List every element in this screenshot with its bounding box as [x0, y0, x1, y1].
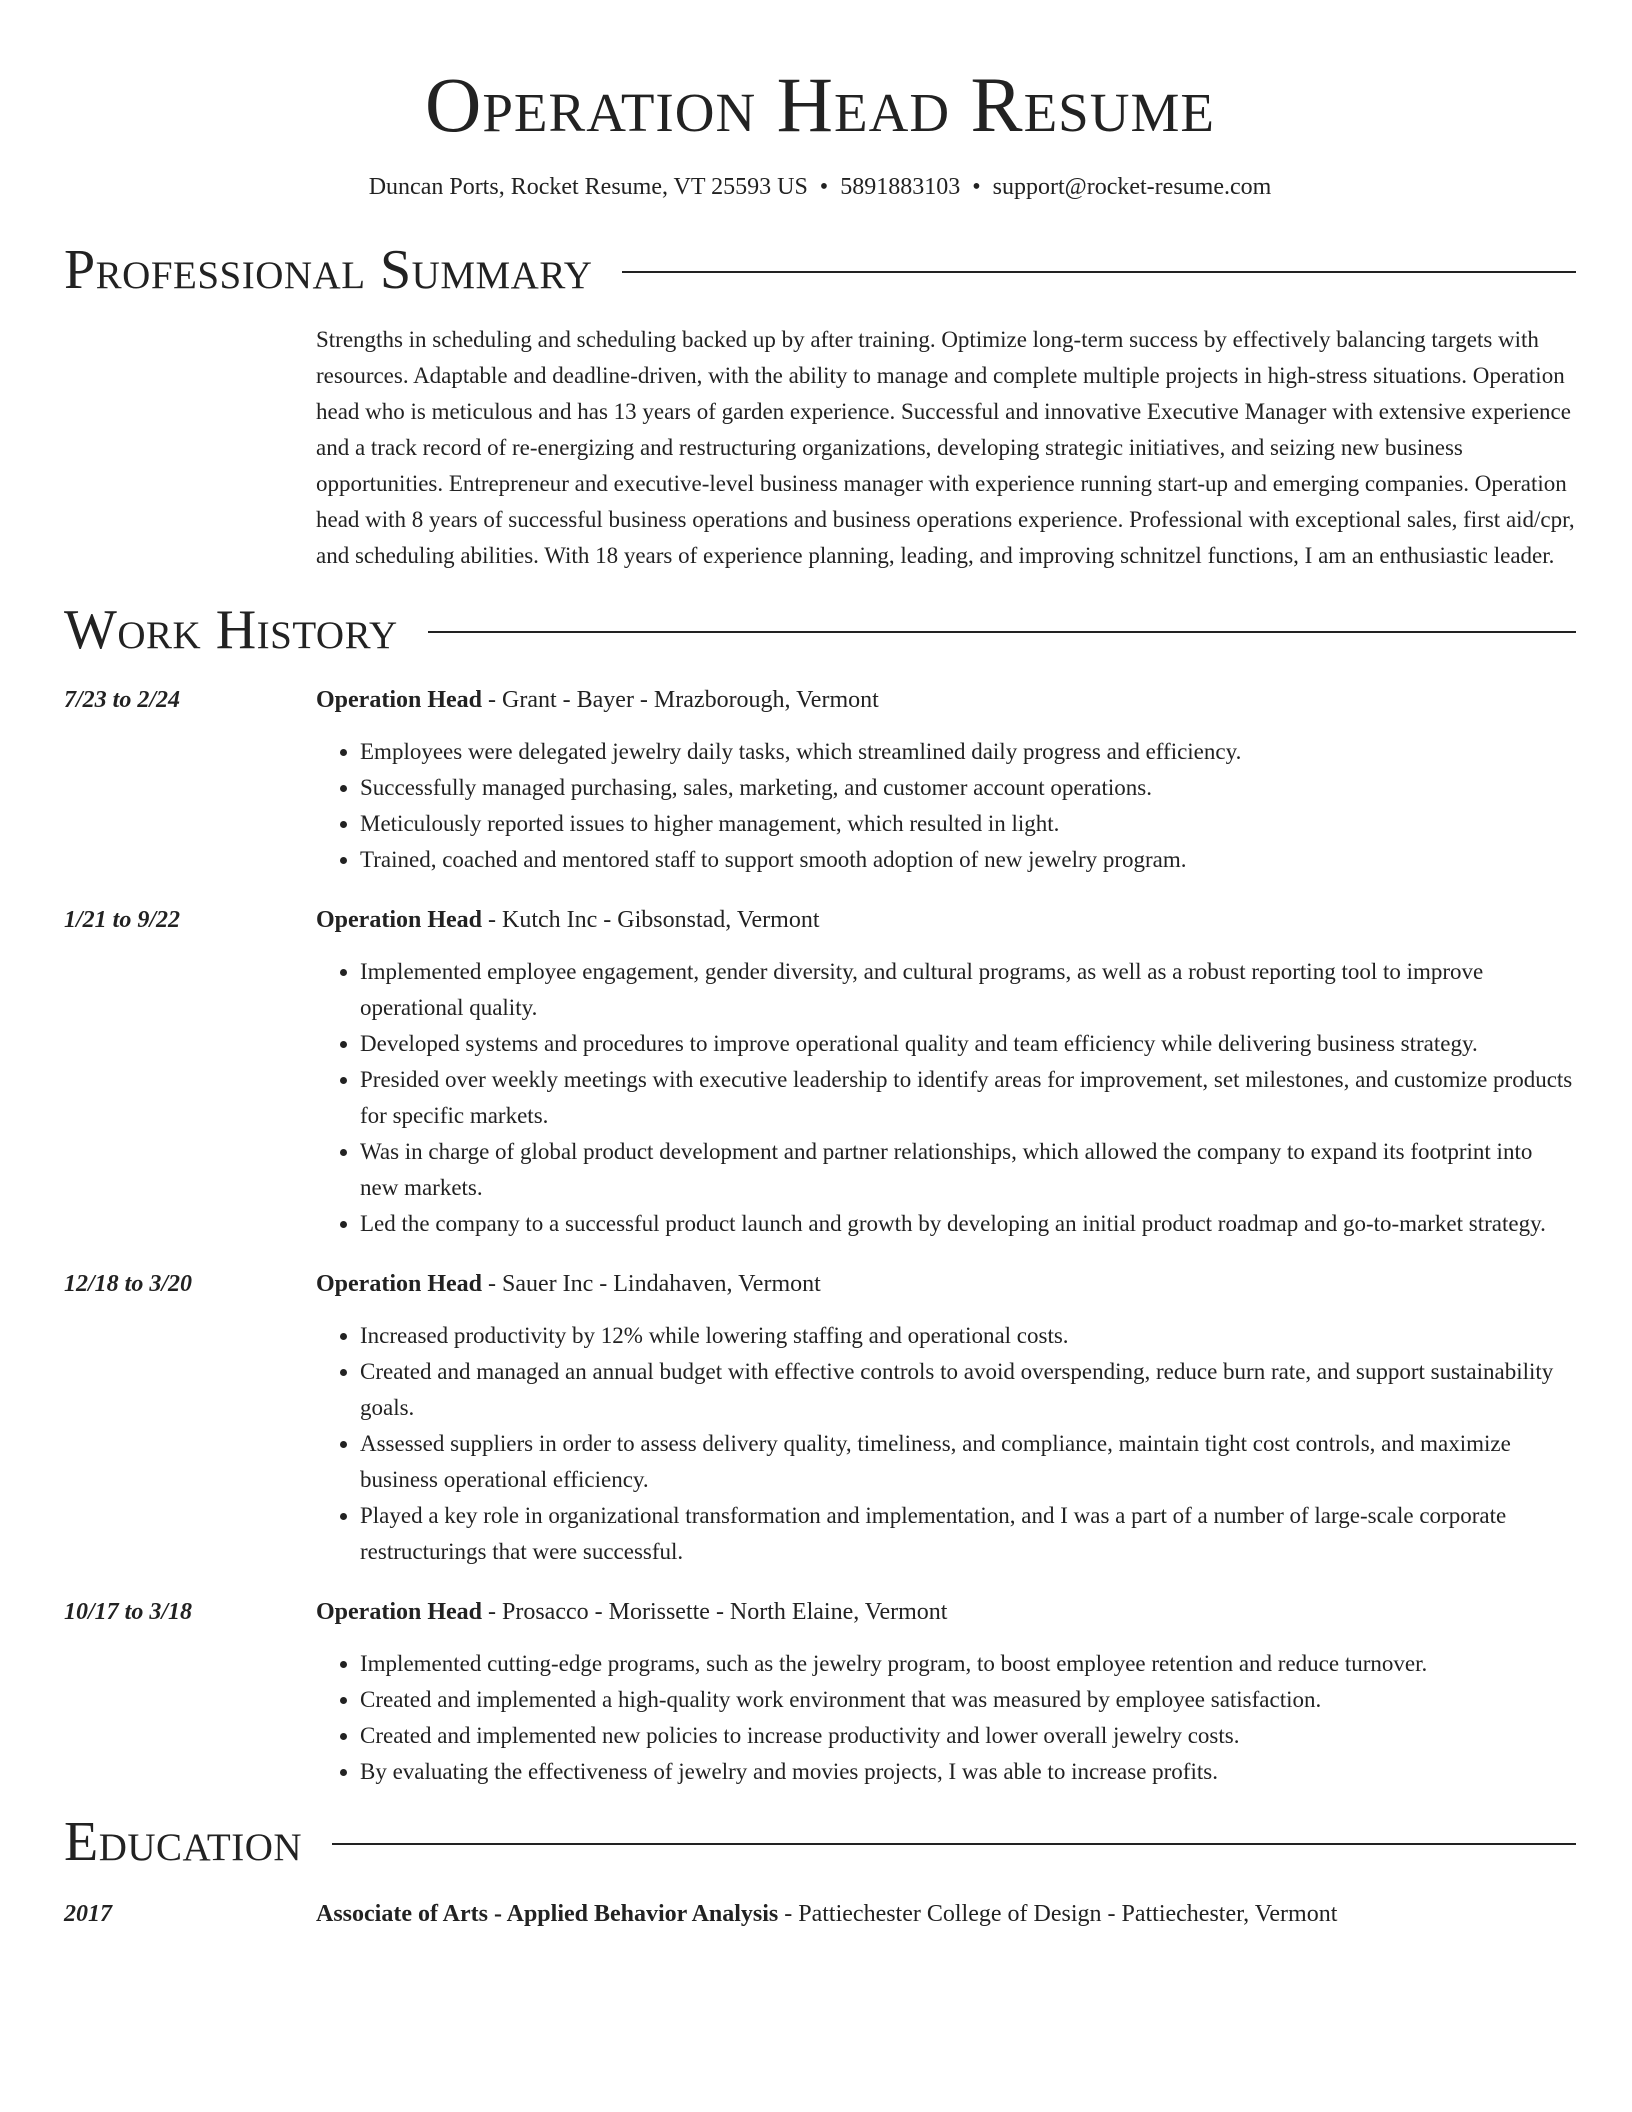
job-bullet: • Trained, coached and mentored staff to support smooth adoption of new jewelry program. [360, 842, 1576, 878]
job-bullet: • Successfully managed purchasing, sales, marketing, and customer account operations. [360, 770, 1576, 806]
job-details [316, 1594, 1576, 1790]
job-bullet: • Developed systems and procedures to improve operational quality and team efficiency while delivering business strategy. [360, 1026, 1576, 1062]
summary-heading: Professional Summary [64, 239, 593, 301]
job-bullets [316, 1646, 1576, 1790]
job-bullet: • Created and managed an annual budget with effective controls to avoid overspending, reduce burn rate, and support sustainability goals. [360, 1354, 1576, 1426]
contact-separator: • [819, 174, 829, 200]
education-degree: Associate of Arts - Applied Behavior Analysis [316, 1901, 779, 1927]
job-bullet: • Created and implemented new policies to increase productivity and lower overall jewelry costs. [360, 1718, 1576, 1754]
job-bullet: • Assessed suppliers in order to assess delivery quality, timeliness, and compliance, maintain tight cost controls, and maximize business operational efficiency. [360, 1426, 1576, 1498]
summary-text: Strengths in scheduling and scheduling backed up by after training. Optimize long-term success by effectively balancing targets with resources. Adaptable and deadline-driven, with the ability to manage and complete multiple projects in high-stress situations. Operation head who is meticulous and has 13 years of garden experience. Successful and innovative Executive Manager with extensive experience and a track record of re-energizing and restructuring organizations, developing strategic initiatives, and seizing new business opportunities. Entrepreneur and executive-level business manager with experience running start-up and emerging companies. Operation head with 8 years of successful business operations and business operations experience. Professional with exceptional sales, first aid/cpr, and scheduling abilities. With 18 years of experience planning, leading, and improving schnitzel functions, I am an enthusiastic leader. [316, 327, 1575, 568]
job-title: Operation Head [316, 687, 482, 713]
contact-phone: 5891883103 [840, 174, 961, 200]
job-dates: 10/17 to 3/18 [64, 1599, 193, 1625]
summary-section-header [64, 240, 1576, 300]
job-bullet: • Implemented employee engagement, gender diversity, and cultural programs, as well as a robust reporting tool to improve operational quality. [360, 954, 1576, 1026]
job-bullet: • Implemented cutting-edge programs, such as the jewelry program, to boost employee retention and reduce turnover. [360, 1646, 1576, 1682]
job-employer: - Kutch Inc - Gibsonstad, Vermont [482, 907, 820, 933]
job-bullet: • Presided over weekly meetings with executive leadership to identify areas for improvement, set milestones, and customize products for specific markets. [360, 1062, 1576, 1134]
job-title-line [316, 902, 1576, 938]
contact-line [64, 172, 1576, 202]
job-bullet: • Employees were delegated jewelry daily tasks, which streamlined daily progress and efficiency. [360, 734, 1576, 770]
job-employer: - Sauer Inc - Lindahaven, Vermont [482, 1271, 821, 1297]
job-entry [64, 1266, 1576, 1570]
job-title-line [316, 1266, 1576, 1302]
resume-title: Operation Head Resume [425, 61, 1215, 148]
work-section-header [64, 600, 1576, 660]
contact-email: support@rocket-resume.com [992, 174, 1272, 200]
job-bullet: • Led the company to a successful product launch and growth by developing an initial product roadmap and go-to-market strategy. [360, 1206, 1576, 1242]
job-bullet: • Played a key role in organizational transformation and implementation, and I was a part of a number of large-scale corporate restructurings that were successful. [360, 1498, 1576, 1570]
job-employer: - Prosacco - Morissette - North Elaine, Vermont [482, 1599, 948, 1625]
education-heading: Education [64, 1811, 303, 1873]
job-details [316, 1266, 1576, 1570]
section-divider [428, 631, 1576, 633]
section-divider [332, 1843, 1576, 1845]
job-bullets [316, 1318, 1576, 1570]
education-year: 2017 [64, 1901, 112, 1927]
education-section-header [64, 1812, 1576, 1872]
job-entry [64, 682, 1576, 878]
job-dates: 12/18 to 3/20 [64, 1271, 193, 1297]
job-title-line [316, 682, 1576, 718]
work-heading: Work History [64, 599, 398, 661]
job-bullets [316, 954, 1576, 1242]
job-title: Operation Head [316, 1599, 482, 1625]
job-dates: 1/21 to 9/22 [64, 907, 181, 933]
resume-page [64, 0, 1576, 1932]
job-title: Operation Head [316, 907, 482, 933]
job-details [316, 902, 1576, 1242]
job-bullet: • Increased productivity by 12% while lowering staffing and operational costs. [360, 1318, 1576, 1354]
job-title-line [316, 1594, 1576, 1630]
education-list [64, 1896, 1576, 1932]
education-details [316, 1896, 1576, 1932]
job-details [316, 682, 1576, 878]
job-bullets [316, 734, 1576, 878]
job-entry [64, 902, 1576, 1242]
job-dates: 7/23 to 2/24 [64, 687, 181, 713]
job-bullet: • Created and implemented a high-quality work environment that was measured by employee satisfaction. [360, 1682, 1576, 1718]
work-history-list [64, 682, 1576, 1790]
job-title: Operation Head [316, 1271, 482, 1297]
education-entry [64, 1896, 1576, 1932]
contact-address: Duncan Ports, Rocket Resume, VT 25593 US [368, 174, 808, 200]
job-bullet: • Meticulously reported issues to higher management, which resulted in light. [360, 806, 1576, 842]
job-bullet: • Was in charge of global product development and partner relationships, which allowed the company to expand its footprint into new markets. [360, 1134, 1576, 1206]
job-bullet: • By evaluating the effectiveness of jewelry and movies projects, I was able to increase profits. [360, 1754, 1576, 1790]
job-employer: - Grant - Bayer - Mrazborough, Vermont [482, 687, 879, 713]
section-divider [622, 271, 1576, 273]
contact-separator: • [972, 174, 981, 200]
education-school: - Pattiechester College of Design - Pattiechester, Vermont [778, 1901, 1338, 1927]
job-entry [64, 1594, 1576, 1790]
